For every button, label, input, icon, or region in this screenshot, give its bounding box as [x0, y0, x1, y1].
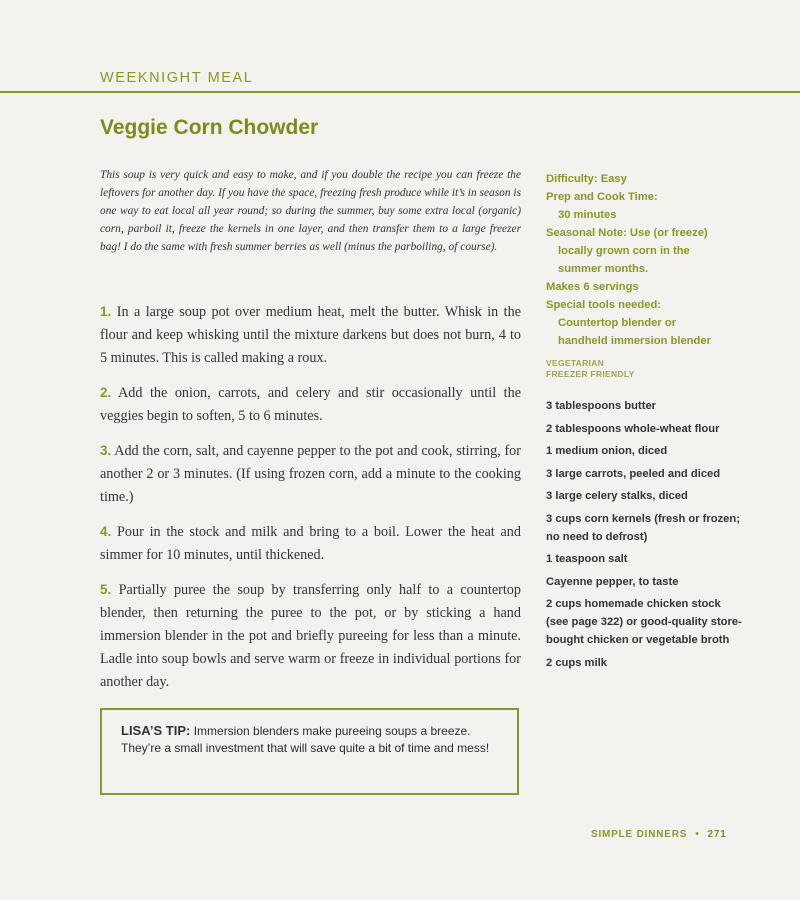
ingredient-item: 3 tablespoons butter [546, 400, 657, 412]
meta-line: 30 minutes [558, 209, 617, 221]
tag-vegetarian: VEGETARIAN [546, 358, 605, 368]
ingredient-item: 2 tablespoons whole-wheat flour [546, 422, 720, 435]
meta-line: summer months. [558, 263, 649, 275]
step-1 [100, 300, 521, 370]
ingredient-item: 2 cups milk [546, 656, 607, 669]
ingredient-list [546, 397, 746, 672]
meta-line: Special tools needed: [546, 299, 662, 311]
meta-line: Difficulty: Easy [546, 173, 627, 185]
meta-line: Prep and Cook Time: [546, 191, 658, 203]
step-number: 4. [100, 524, 112, 539]
ingredient-item: 3 large celery stalks, diced [546, 490, 688, 502]
ingredient-item: 3 large carrots, peeled and diced [546, 467, 721, 480]
ingredient-item: 1 medium onion, diced [546, 445, 668, 457]
tip-text: Immersion blenders make pureeing soups a breeze. They’re a small investment that will save quite a bit of time and mess! [121, 724, 490, 755]
ingredient-item: 3 cups corn kernels (fresh or frozen; no need to defrost) [546, 512, 740, 543]
step-4 [100, 520, 521, 567]
section-label: WEEKNIGHT MEAL [100, 70, 254, 86]
meta-line: handheld immersion blender [558, 335, 711, 347]
ingredient-item: Cayenne pepper, to taste [546, 575, 679, 588]
step-text: Add the onion, carrots, and celery and stir occasionally until the veggies begin to soften, 5 to 6 minutes. [100, 385, 522, 424]
recipe-intro: This soup is very quick and easy to make, and if you double the recipe you can freeze the leftovers for another day. If you have the space, freezing fresh produce while it’s in season is one way to eat local all year round; so during the summer, buy some extra local (organic) corn, parboil it, freeze the kernels in one layer, and then transfer them to a large freezer bag! I do the same with fresh summer berries as well (minus the parboiling, of course). [100, 169, 521, 253]
step-5 [100, 578, 521, 694]
page-footer [591, 829, 727, 840]
step-3 [100, 439, 521, 509]
step-number: 2. [100, 385, 112, 400]
tag-freezer-friendly: FREEZER FRIENDLY [546, 369, 635, 379]
footer-bullet: • [695, 829, 700, 840]
instructions [100, 300, 521, 705]
meta-line: Countertop blender or [558, 317, 677, 329]
step-2 [100, 381, 521, 428]
recipe-meta [546, 170, 746, 350]
meta-line: locally grown corn in the [558, 245, 690, 257]
step-text: Partially puree the soup by transferring only half to a countertop blender, then returning the puree to the pot, or by sticking a hand immersion blender in the pot and briefly pureeing for less than a minute. Ladle into soup bowls and serve warm or freeze in individual portions for another day. [100, 582, 521, 690]
step-number: 1. [100, 304, 112, 319]
step-text: Pour in the stock and milk and bring to a boil. Lower the heat and simmer for 10 minutes, until thickened. [100, 524, 521, 563]
ingredient-item: 2 cups homemade chicken stock (see page 322) or good-quality store-bought chicken or vegetable broth [546, 598, 742, 646]
step-text: In a large soup pot over medium heat, melt the butter. Whisk in the flour and keep whisking until the mixture darkens but does not burn, 4 to 5 minutes. This is called making a roux. [100, 304, 522, 366]
footer-section: SIMPLE DINNERS [591, 829, 688, 840]
recipe-title: Veggie Corn Chowder [100, 116, 319, 139]
page-number: 271 [707, 829, 727, 840]
ingredient-item: 1 teaspoon salt [546, 553, 628, 565]
recipe-tags [546, 358, 746, 380]
step-number: 3. [100, 443, 112, 458]
header-rule [0, 91, 800, 93]
meta-line: Seasonal Note: Use (or freeze) [546, 227, 708, 239]
tip-box [100, 708, 519, 795]
step-number: 5. [100, 582, 112, 597]
step-text: Add the corn, salt, and cayenne pepper to the pot and cook, stirring, for another 2 or 3 minutes. (If using frozen corn, add a minute to the cooking time.) [100, 443, 521, 505]
recipe-sidebar [546, 170, 746, 676]
tip-label: LISA’S TIP: [121, 723, 191, 738]
meta-line: Makes 6 servings [546, 281, 639, 293]
